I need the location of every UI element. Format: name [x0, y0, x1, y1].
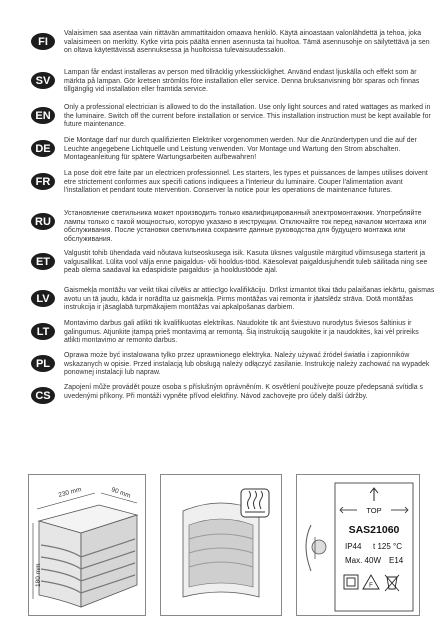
- instruction-et: [31, 250, 436, 276]
- label-socket-type: E14: [389, 556, 404, 565]
- language-badge: EN: [31, 107, 55, 124]
- language-badge: CS: [31, 387, 55, 404]
- label-ip-rating: IP44: [345, 542, 362, 551]
- product-label-drawing: [297, 475, 419, 615]
- instruction-text: Установление светильника может производить только квалифицированный электромонтажник. Употребляйте лампы только с такой мощностью, которую указано в инструкции. Отключайте ток перед началом монтажа или обслуживания. После установки светильника сохраните данные руководства для будущего монтажа или обслуживания.: [64, 210, 427, 244]
- hot-surface-icon: [241, 489, 269, 517]
- instruction-fi: [31, 30, 436, 56]
- instruction-text: Zapojení může provádět pouze osoba s příslušným oprávněním. K osvětlení používejte pouze předepsaná svítidla s uvedenými příkony. Při montáži vypněte přívod elektřiny. Návod zachovejte pro účely další údržby.: [64, 384, 424, 400]
- language-badge: RU: [31, 213, 55, 230]
- height-dimension-label: 180 mm: [35, 563, 42, 587]
- diagram-area: [28, 474, 420, 616]
- language-badge: ET: [31, 253, 55, 270]
- language-badge: PL: [31, 355, 55, 372]
- language-badge: LV: [31, 290, 55, 307]
- language-badge: FI: [31, 33, 55, 50]
- language-badge: LT: [31, 323, 55, 340]
- instruction-ru: [31, 210, 436, 245]
- lamp-dimension-drawing: [29, 475, 145, 615]
- instruction-de: [31, 137, 436, 163]
- width-dimension-label: 230 mm: [57, 486, 83, 499]
- product-label-panel: [296, 474, 420, 616]
- instruction-pl: [31, 352, 436, 378]
- instruction-text: La pose doit etre faite par un electricen professionnel. Les starters, les types et puissances de lampes utilises doivent etre strictement conformes aux specifi cations indiquees a l'interieur du luminaire. Couper l'alimentation avant l'installation et pendant toute ntervention. Conserver la notice pour les operations de maintenance futures.: [64, 170, 428, 195]
- label-model-number: SAS21060: [348, 524, 400, 536]
- instruction-en: [31, 104, 436, 130]
- instruction-text: Lampan får endast installeras av person med tillräcklig yrkesskicklighet. Använd endast ljuskälla och effekt som är märkta på lampan. Gör kretsen strömlös före installation eller service. Denna bruksanvisning bör sparas och finnas tillgänglig vid installation eller framtida service.: [64, 69, 420, 94]
- instruction-text: Die Montage darf nur durch qualifizierten Elektriker vorgenommen werden. Nur die Anzündertypen und die auf der Leuchte angegebene Lichtquelle und Leistung verwenden. Vor Montage und Wartung den Strom abschalten. Montageanleitung für spätere Wartungsarbeiten aufbewahren!: [64, 137, 417, 162]
- instruction-text: Oprawa może być instalowana tylko przez uprawnionego elektryka. Należy używać źródeł światła i zapionników wskazanych w opisie. Przed instalacją lub obsługą należy odłączyć zasilanie. Instrukcję należy zachować na wypadek ponownej instalacji lub napraw.: [64, 352, 430, 377]
- instruction-text: Valaisimen saa asentaa vain riittävän ammattitaidon omaava henkilö. Käytä ainoastaan valonlähdettä ja tehoa, joka valaisimeen on merkitty. Kytke virta pois päältä ennen asennusta tai huoltoa. Tämä asennusohje on säilytettävä ja sen on oltava käytettävissä asennuksessa ja huoltoissa tulevaisuudessakin.: [64, 30, 430, 55]
- instruction-text: Valgustit tohib ühendada vaid nõutava kutseoskusega isik. Kasuta üksnes valgustile märgitud võimsusega starterit ja valgusallikat. Lülita vool välja enne paigaldus- või hooldus-tööd. Käesolevat paigaldusjuhendit tuleb säilitada ning see peab olema saadaval ka edaspidiste paigaldus- ja hooldustööde ajal.: [64, 250, 428, 275]
- label-max-wattage: Max. 40W: [345, 556, 382, 565]
- instruction-text: Montavimo darbus gali atlikti tik kvalifikuotas elektrikas. Naudokite tik ant šviestuvo nurodytus šviesos šaltinius ir galingumus. Atjunkite įtampą prieš montavimą ar remontą. Šią instrukciją saugokite ir ja naudokitės, kai vėl prireiks atlikti montavimo ar remonto darbus.: [64, 320, 419, 345]
- instruction-text: Gaismekļa montāžu var veikt tikai cilvēks ar attiecīgo kvalifikāciju. Drīkst izmantot tikai tādu palaišanas iekārtu, gaismas avotu un tā jaudu, kāda ir norādīta uz gaismekļa. Pirms montāžas vai remonta ir jāatslēdz strāva. Dotā montāžas instrukcija ir jāsaglabā turpmākajiem montāžas vai apkalpošanas darbiem.: [64, 287, 435, 312]
- instruction-text: Only a professional electrician is allowed to do the installation. Use only light sources and rated wattages as marked in the luminaire. Switch off the current before installation or service. This installation instruction must be kept available for future maintenance.: [64, 104, 431, 129]
- heat-warning-panel: [160, 474, 282, 616]
- instruction-lv: [31, 287, 436, 313]
- label-temperature: t 125 °C: [373, 542, 402, 551]
- language-badge: DE: [31, 140, 55, 157]
- language-badge: SV: [31, 72, 55, 89]
- label-top-text: TOP: [366, 506, 382, 515]
- depth-dimension-label: 90 mm: [110, 486, 132, 500]
- instruction-lt: [31, 320, 436, 346]
- svg-text:F: F: [369, 583, 373, 589]
- lamp-heat-drawing: [161, 475, 281, 615]
- instruction-sv: [31, 69, 436, 95]
- dimension-drawing-panel: [28, 474, 146, 616]
- instruction-fr: [31, 170, 436, 196]
- language-badge: FR: [31, 173, 55, 190]
- instruction-cs: [31, 384, 436, 404]
